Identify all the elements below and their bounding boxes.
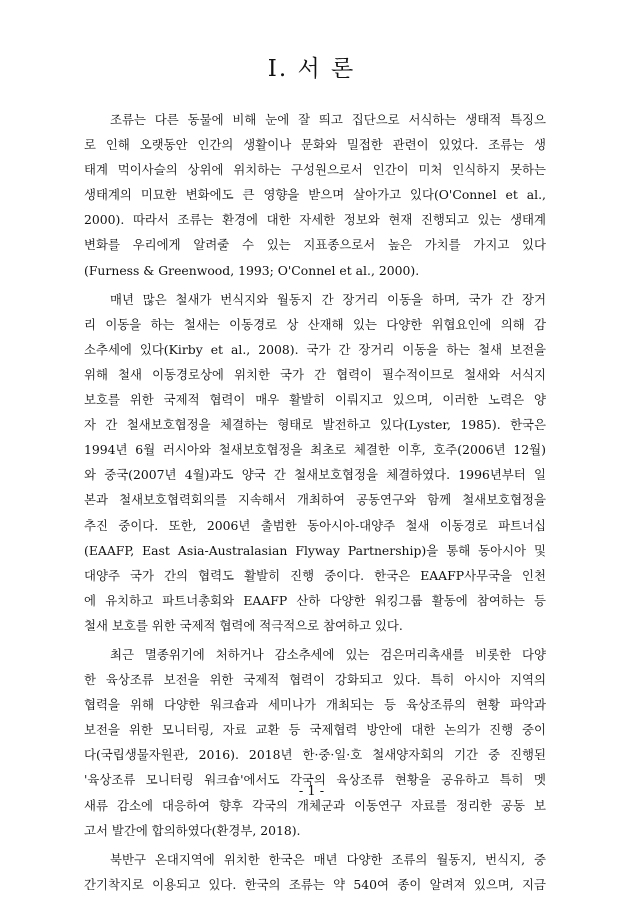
text-line: 협력을 위해 다양한 워크숍과 세미나가 개최되는 등 육상조류의 현황 파악과: [84, 697, 546, 713]
text-line: 철새 보호를 위한 국제적 협력에 적극적으로 참여하고 있다.: [84, 617, 403, 633]
text-line: (EAAFP, East Asia-Australasian Flyway Partnership)을 통해 동아시아 및: [84, 542, 546, 558]
page-number: - 1 -: [298, 784, 325, 799]
text-line: 간기착지로 이용되고 있다. 한국의 조류는 약 540여 종이 알려져 있으며, 지금: [84, 876, 546, 892]
text-line: 본과 철새보호협력회의를 지속해서 개최하여 공동연구와 함께 철새보호협정을: [84, 492, 546, 508]
text-line: 보호를 위한 국제적 협력이 매우 활발히 이뤄지고 있으며, 이러한 노력은 양: [84, 392, 546, 408]
text-line: 리 이동을 하는 철새는 이동경로 상 산재해 있는 다양한 위협요인에 의해 감: [84, 316, 546, 332]
document-body: [84, 107, 546, 901]
text-line: 보전을 위한 모니터링, 자료 교환 등 국제협력 방안에 대한 논의가 진행 중이: [84, 722, 546, 738]
text-line: 한 육상조류 보전을 위한 국제적 협력이 강화되고 있다. 특히 아시아 지역의: [84, 672, 546, 688]
text-line: 변화를 우리에게 알려줄 수 있는 지표종으로서 높은 가치를 가지고 있다: [84, 237, 546, 253]
text-line: 에 유치하고 파트너총회와 EAAFP 산하 다양한 워킹그룹 활동에 참여하는 등: [84, 592, 546, 608]
text-line: 새류 감소에 대응하여 향후 각국의 개체군과 이동연구 자료를 정리한 공동 보: [84, 797, 546, 813]
text-line: 자 간 철새보호협정을 체결하는 형태로 발전하고 있다(Lyster, 1985). 한국은: [84, 417, 546, 433]
text-line: 소추세에 있다(Kirby et al., 2008). 국가 간 장거리 이동을 하는 철새 보전을: [84, 341, 546, 357]
text-line: 로 인해 오랫동안 인간의 생활이나 문화와 밀접한 관련이 있었다. 조류는 생: [84, 137, 546, 153]
text-line: 생태계의 미묘한 변화에도 큰 영향을 받으며 살아가고 있다(O'Connel et al.,: [84, 187, 546, 203]
text-line: 위해 철새 이동경로상에 위치한 국가 간 협력이 필수적이므로 철새와 서식지: [84, 366, 546, 382]
text-line: 고서 발간에 합의하였다(환경부, 2018).: [84, 822, 301, 838]
text-line: 태계 먹이사슬의 상위에 위치하는 구성원으로서 인간이 미처 인식하지 못하는: [84, 162, 546, 178]
text-line: 2000). 따라서 조류는 환경에 대한 자세한 정보와 현재 진행되고 있는 생태계: [84, 212, 546, 228]
text-line: 매년 많은 철새가 번식지와 월동지 간 장거리 이동을 하며, 국가 간 장거: [110, 291, 546, 307]
paragraph: [84, 287, 546, 638]
text-line: '육상조류 모니터링 워크숍'에서도 각국의 육상조류 현황을 공유하고 특히 멧: [84, 772, 546, 788]
paragraph: [84, 847, 546, 897]
text-line: 1994년 6월 러시아와 철새보호협정을 최초로 체결한 이후, 호주(2006년 12월): [84, 442, 546, 458]
section-title: Ⅰ. 서 론: [267, 56, 356, 82]
text-line: 대양주 국가 간의 협력도 활발히 진행 중이다. 한국은 EAAFP사무국을 인천: [84, 567, 546, 583]
text-line: 추진 중이다. 또한, 2006년 출범한 동아시아-대양주 철새 이동경로 파트너십: [84, 517, 546, 533]
text-line: 북반구 온대지역에 위치한 한국은 매년 다양한 조류의 월동지, 번식지, 중: [110, 851, 546, 867]
text-line: 조류는 다른 동물에 비해 눈에 잘 띄고 집단으로 서식하는 생태적 특징으: [110, 112, 546, 127]
text-line: 최근 멸종위기에 처하거나 감소추세에 있는 검은머리촉새를 비롯한 다양: [110, 646, 546, 662]
text-line: 와 중국(2007년 4월)과도 양국 간 철새보호협정을 체결하였다. 1996년부터 일: [84, 467, 546, 483]
paragraph: [84, 107, 546, 283]
text-line: (Furness & Greenwood, 1993; O'Connel et al., 2000).: [84, 262, 420, 278]
text-line: 다(국립생물자원관, 2016). 2018년 한·중·일·호 철새양자회의 기간 중 진행된: [84, 747, 546, 763]
paragraph: [84, 642, 546, 843]
